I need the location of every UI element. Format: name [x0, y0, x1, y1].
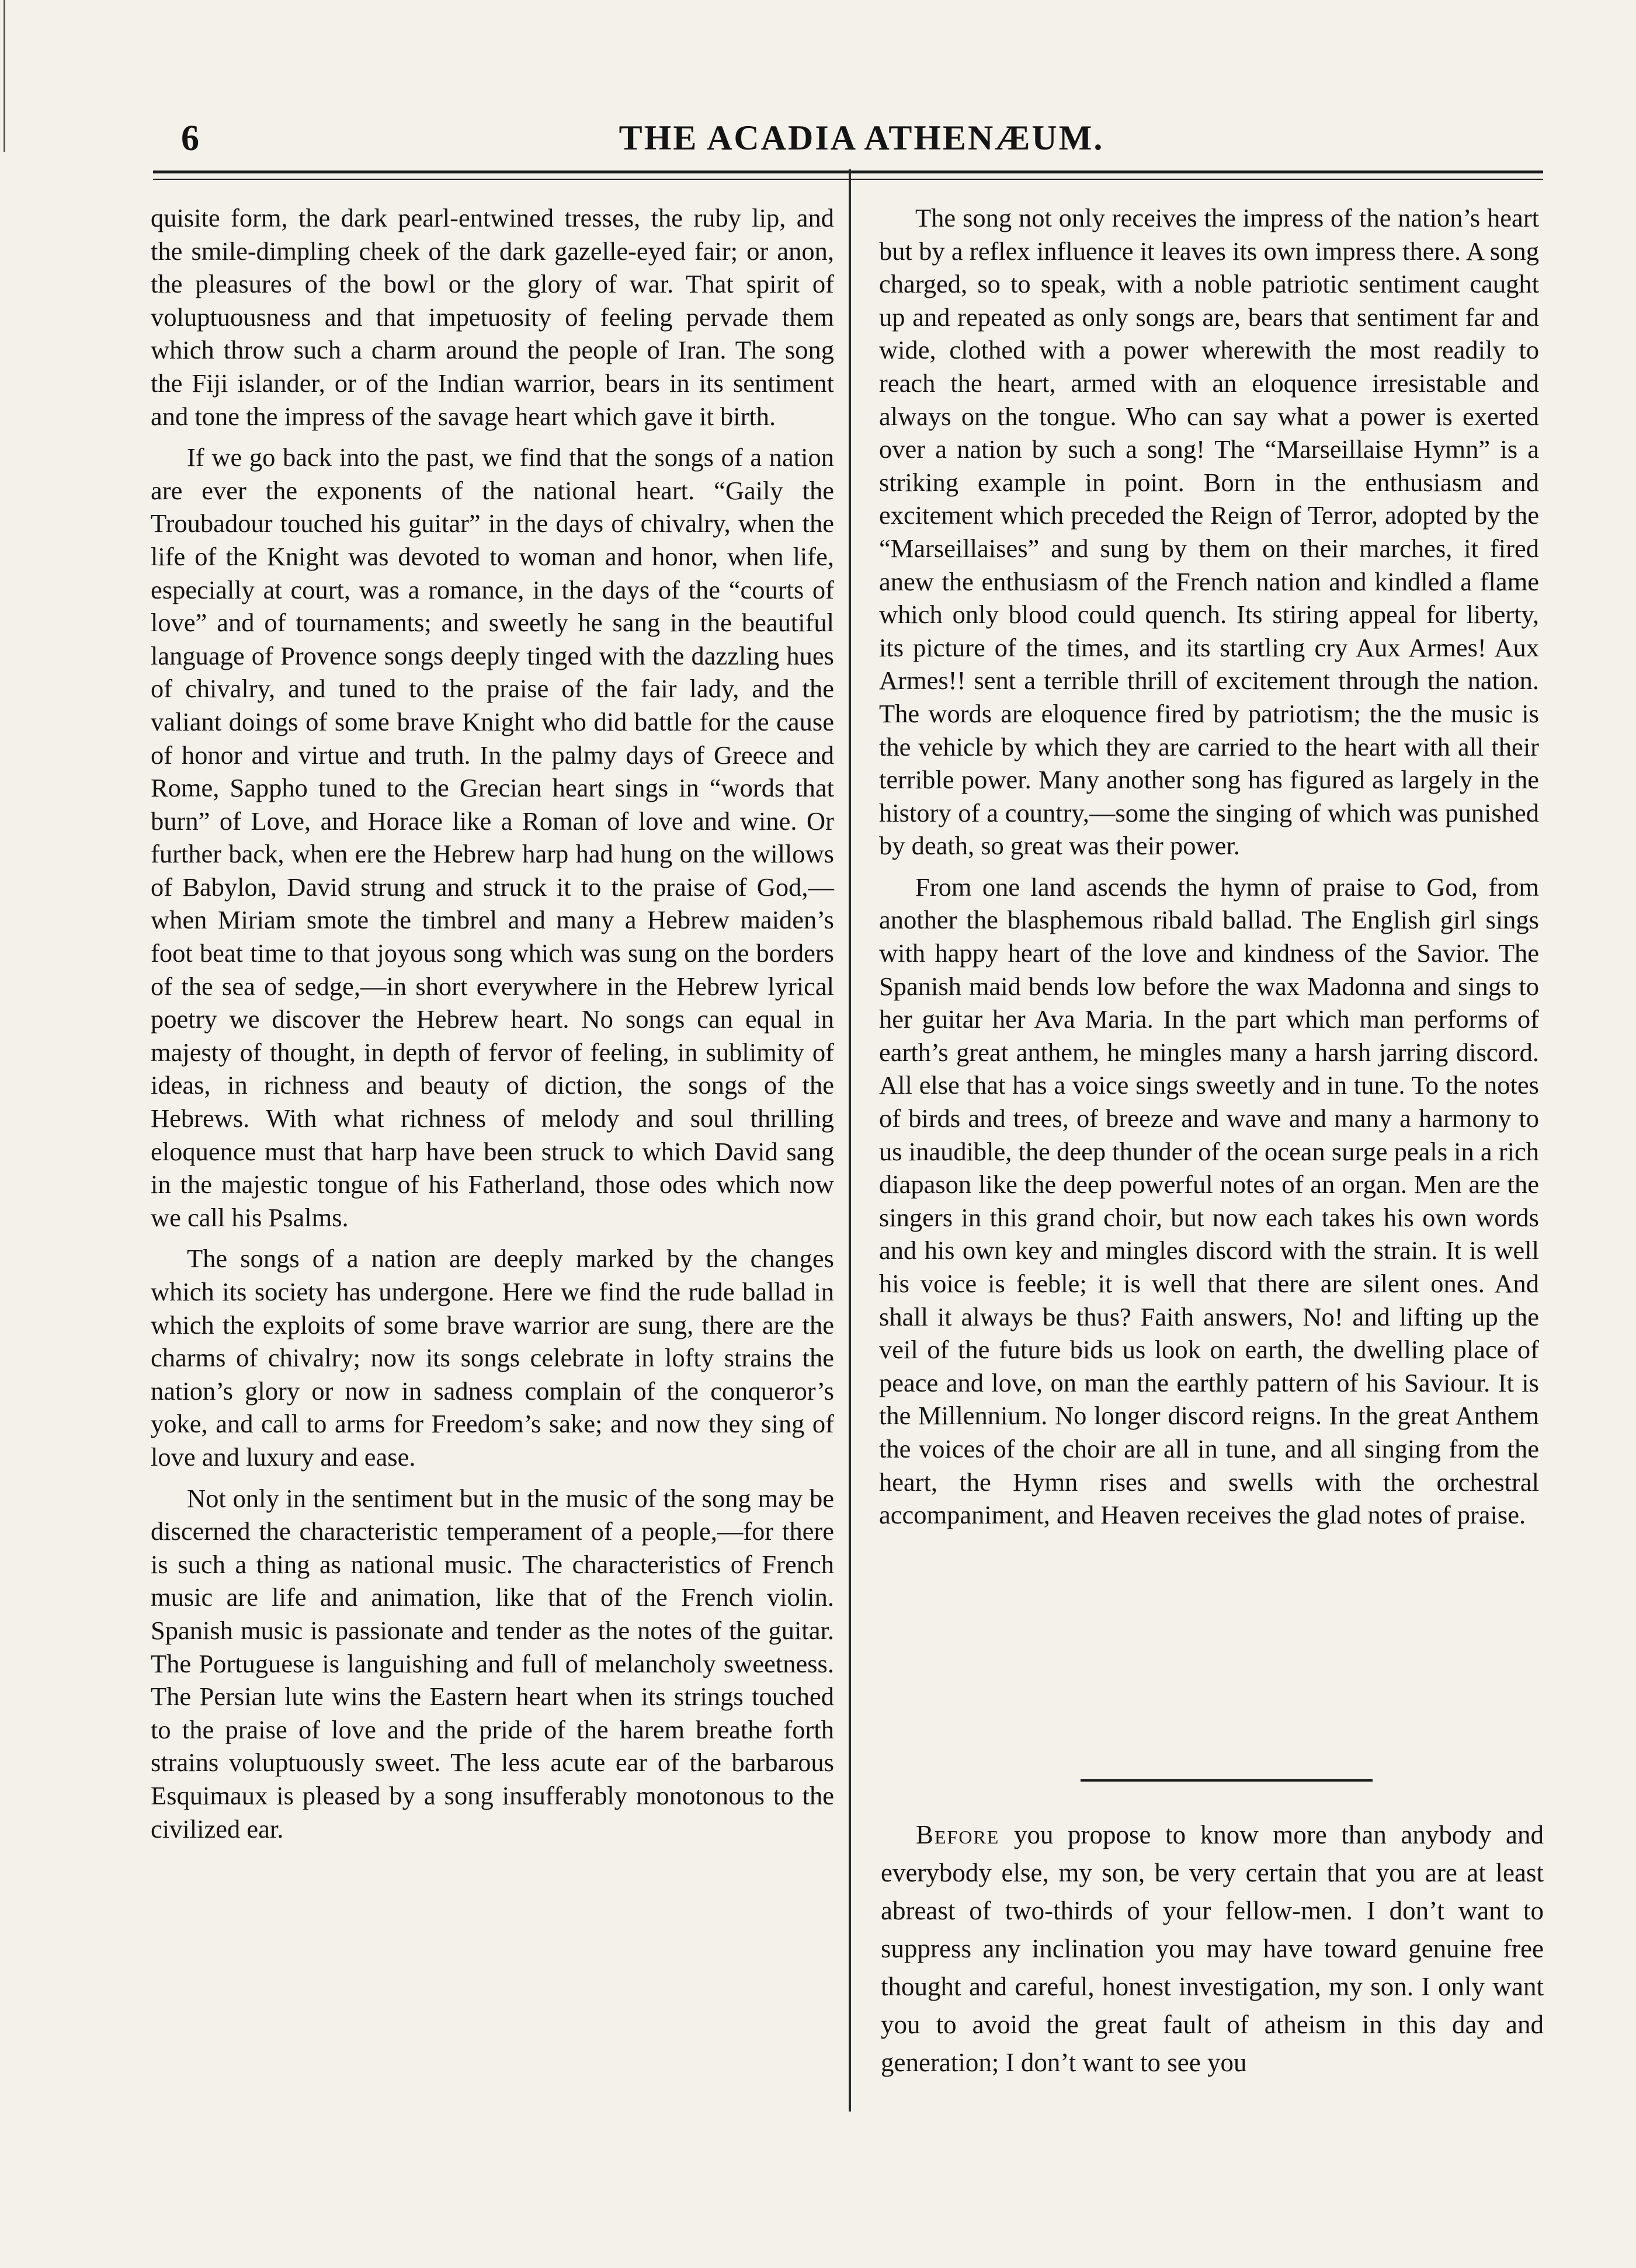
left-paragraph-2: If we go back into the past, we find that the songs of a nation are ever the exponents of the national heart. “Gaily the Troubadour touched his guitar” in the days of chivalry, when the life of the Knight was devoted to woman and honor, when life, especially at court, was a romance, in the days of the “courts of love” and of tournaments; and sweetly he sang in the beautiful language of Provence songs deeply tinged with the dazzling hues of chivalry, and tuned to the praise of the fair lady, and the valiant doings of some brave Knight who did battle for the cause of honor and virtue and truth. In the palmy days of Greece and Rome, Sappho tuned to the Grecian heart sings in “words that burn” of Love, and Horace like a Roman of love and wine. Or further back, when ere the Hebrew harp had hung on the willows of Babylon, David strung and struck it to the praise of God,—when Miriam smote the timbrel and many a Hebrew maiden’s foot beat time to that joyous song which was sung on the borders of the sea of sedge,—in short everywhere in the Hebrew lyrical poetry we discover the Hebrew heart. No songs can equal in majesty of thought, in depth of fervor of feeling, in sublimity of ideas, in richness and beauty of diction, the songs of the Hebrews. With what richness of melody and soul thrilling eloquence must that harp have been struck to which David sang in the majestic tongue of his Fatherland, those odes which now we call his Psalms.: [151, 443, 834, 1232]
header-rule-thick: [153, 171, 1543, 173]
closing-note-lead-word: Before: [916, 1820, 1000, 1849]
closing-note: [881, 1816, 1544, 2082]
left-paragraph-3: The songs of a nation are deeply marked by the changes which its society has undergone. Here we find the rude ballad in which the exploits of some brave warrior are sung, there are the charms of chivalry; now its songs celebrate in lofty strains the nation’s glory or now in sadness complain of the conqueror’s yoke, and call to arms for Freedom’s sake; and now they sing of love and luxury and ease.: [151, 1244, 834, 1472]
closing-note-text: you propose to know more than anybody and everybody else, my son, be very certain that you are at least abreast of two-thirds of your fellow-men. I don’t want to suppress any inclination you may have toward genuine free thought and careful, honest investigation, my son. I only want you to avoid the great fault of atheism in this day and generation; I don’t want to see you: [881, 1820, 1544, 2077]
column-divider: [849, 169, 851, 2112]
running-title: THE ACADIA ATHENÆUM.: [619, 119, 1104, 157]
left-column: [151, 201, 834, 1845]
scan-edge-mark: [4, 0, 5, 152]
right-column: [879, 201, 1539, 1532]
header-rule-thin: [153, 179, 1543, 180]
right-paragraph-1: The song not only receives the impress of the nation’s heart but by a reflex influence it leaves its own impress there. A song charged, so to speak, with a noble patriotic sentiment caught up and repeated as only songs are, bears that sentiment far and wide, clothed with a power wherewith the most readily to reach the heart, armed with an eloquence irresistable and always on the tongue. Who can say what a power is exerted over a nation by such a song! The “Marseillaise Hymn” is a striking example in point. Born in the enthusiasm and excitement which preceded the Reign of Terror, adopted by the “Marseillaises” and sung by them on their marches, it fired anew the enthusiasm of the French nation and kindled a flame which only blood could quench. Its stiring appeal for liberty, its picture of the times, and its startling cry Aux Armes! Aux Armes!! sent a terrible thrill of excitement through the nation. The words are eloquence fired by patriotism; the the music is the vehicle by which they are carried to the heart with all their terrible power. Many another song has figured as largely in the history of a country,—some the singing of which was punished by death, so great was their power.: [879, 203, 1539, 861]
section-separator-rule: [1081, 1779, 1373, 1782]
right-paragraph-2: From one land ascends the hymn of praise to God, from another the blasphemous ribald ballad. The English girl sings with happy heart of the love and kindness of the Savior. The Spanish maid bends low before the wax Madonna and sings to her guitar her Ava Maria. In the part which man performs of earth’s great anthem, he mingles many a harsh jarring discord. All else that has a voice sings sweetly and in tune. To the notes of birds and trees, of breeze and wave and many a harmony to us inaudible, the deep thunder of the ocean surge peals in a rich diapason like the deep powerful notes of an organ. Men are the singers in this grand choir, but now each takes his own words and his own key and mingles discord with the strain. It is well his voice is feeble; it is well that there are silent ones. And shall it always be thus? Faith answers, No! and lifting up the veil of the future bids us look on earth, the dwelling place of peace and love, on man the earthly pattern of his Saviour. It is the Millennium. No longer discord reigns. In the great Anthem the voices of the choir are all in tune, and all singing from the heart, the Hymn rises and swells with the orchestral accompaniment, and Heaven receives the glad notes of praise.: [879, 872, 1539, 1530]
page-header: [169, 114, 1554, 167]
left-paragraph-1: quisite form, the dark pearl-entwined tresses, the ruby lip, and the smile-dimpling cheek of the dark gazelle-eyed fair; or anon, the pleasures of the bowl or the glory of war. That spirit of voluptuousness and that impetuosity of feeling pervade them which throw such a charm around the people of Iran. The song the Fiji islander, or of the Indian warrior, bears in its sentiment and tone the impress of the savage heart which gave it birth.: [151, 203, 834, 431]
left-paragraph-4: Not only in the sentiment but in the music of the song may be discerned the characteristic temperament of a people,—for there is such a thing as national music. The characteristics of French music are life and animation, like that of the French violin. Spanish music is passionate and tender as the notes of the guitar. The Portuguese is languishing and full of melancholy sweetness. The Persian lute wins the Eastern heart when its strings touched to the praise of love and the pride of the harem breathe forth strains voluptuously sweet. The less acute ear of the barbarous Esquimaux is pleased by a song insufferably monotonous to the civilized ear.: [151, 1483, 834, 1843]
closing-note-paragraph: [881, 1816, 1544, 2082]
page-number: 6: [181, 119, 199, 158]
